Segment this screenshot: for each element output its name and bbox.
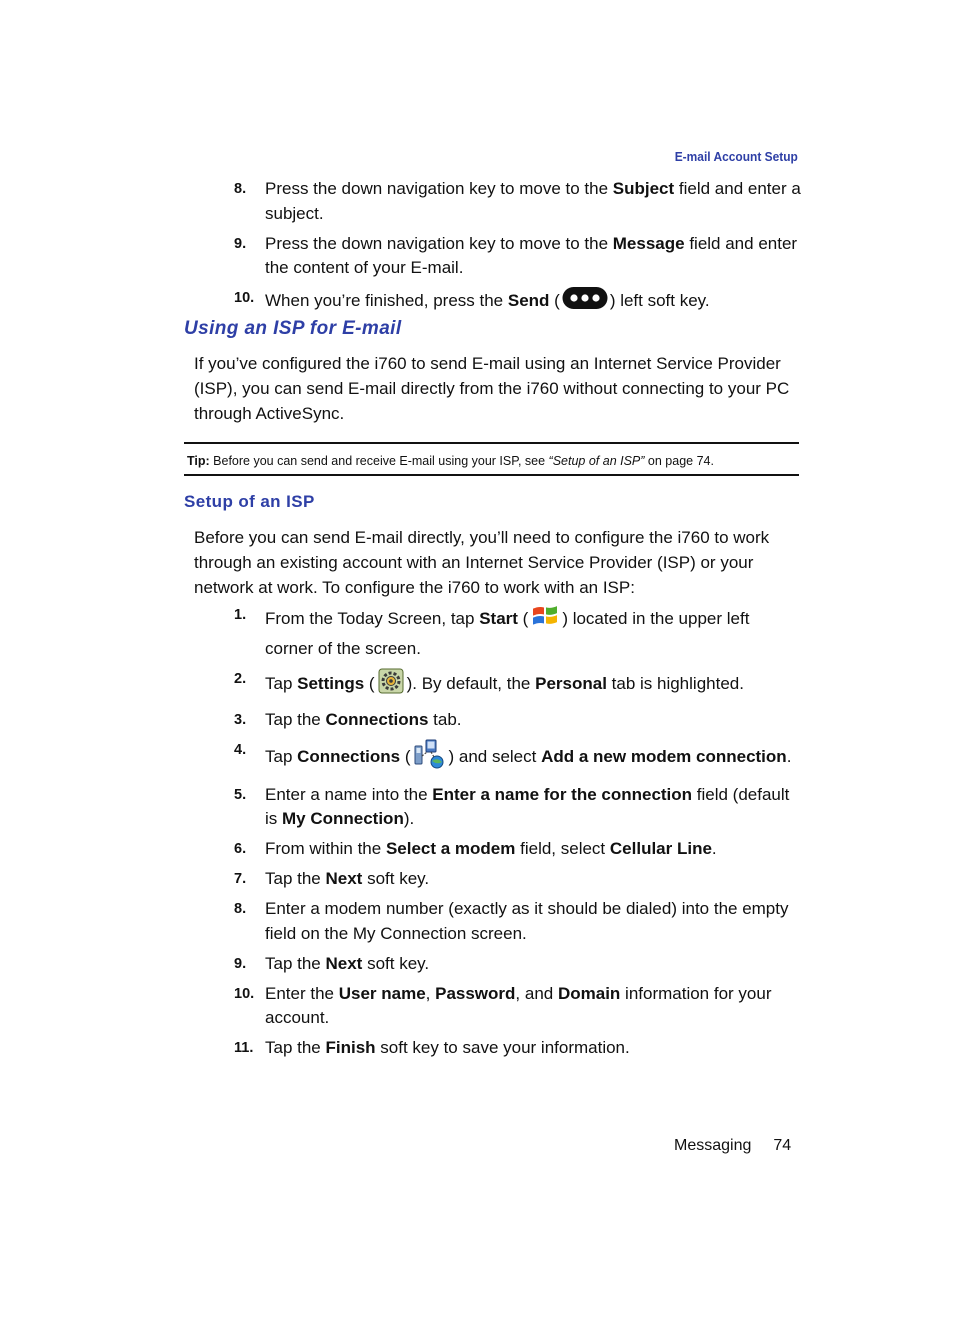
- steps-list-send: [234, 177, 802, 323]
- step-number: 8.: [234, 901, 247, 917]
- step-number: 3.: [234, 711, 247, 728]
- list-item: 7. Tap the Next soft key.: [234, 867, 802, 892]
- section-body-setup-isp: Before you can send E-mail directly, you’ll need to configure the i760 to work through an existing account with an Internet Service Provider (ISP) or your network at work. To configure the i760 to work with an ISP:: [194, 528, 770, 597]
- step-number: 9.: [234, 955, 247, 972]
- tip-box: Tip: Before you can send and receive E-mail using your ISP, see “Setup of an ISP” on page 74.: [184, 442, 799, 476]
- list-item: 10. Enter the User name, Password, and Domain information for your account.: [234, 983, 772, 1027]
- step-number: 10.: [234, 985, 255, 1002]
- settings-icon: [377, 667, 405, 703]
- step-number: 1.: [234, 607, 247, 623]
- list-item: 11. Tap the Finish soft key to save your information.: [234, 1036, 802, 1061]
- list-item: 3. Tap the Connections tab.: [234, 708, 802, 733]
- tip-label: Tip:: [187, 454, 210, 468]
- page-number: 74: [773, 1137, 792, 1154]
- footer-chapter: Messaging: [674, 1137, 752, 1154]
- step-number: 11.: [234, 1040, 254, 1056]
- list-item: 6. From within the Select a modem field, select Cellular Line.: [234, 837, 802, 862]
- step-number: 6.: [234, 841, 247, 857]
- section-heading-using-isp: Using an ISP for E-mail: [184, 318, 402, 339]
- step-number: 5.: [234, 786, 247, 803]
- send-soft-key-icon: [562, 286, 608, 318]
- step-number: 4.: [234, 741, 247, 758]
- list-item: 4. Tap Connections ( ) and select Add a new modem connection.: [234, 738, 802, 778]
- running-head: E-mail Account Setup: [674, 149, 798, 164]
- step-number: 2.: [234, 670, 247, 687]
- section-heading-setup-isp: Setup of an ISP: [184, 492, 315, 511]
- list-item: 8. Press the down navigation key to move to the Subject field and enter a subject.: [234, 179, 801, 223]
- list-item: 9. Tap the Next soft key.: [234, 952, 802, 977]
- section-body-using-isp: If you’ve configured the i760 to send E-mail using an Internet Service Provider (ISP), you can send E-mail directly from the i760 without connecting to your PC through ActiveSync.: [194, 354, 790, 423]
- connections-icon: [412, 738, 446, 778]
- step-number: 10.: [234, 290, 255, 306]
- windows-start-icon: [530, 603, 560, 637]
- steps-list-setup: [234, 603, 802, 1066]
- list-item: 9. Press the down navigation key to move to the Message field and enter the content of your E-mail.: [234, 233, 798, 277]
- list-item: 1. From the Today Screen, tap Start ( ) located in the upper left corner of the screen.: [234, 603, 802, 661]
- step-number: 9.: [234, 235, 247, 252]
- list-item: 10. When you’re finished, press the Send ( ) left soft key.: [234, 286, 802, 318]
- step-number: 8.: [234, 181, 247, 197]
- step-number: 7.: [234, 871, 247, 887]
- list-item: 5. Enter a name into the Enter a name for the connection field (default is My Connection).: [234, 784, 790, 828]
- list-item: 2. Tap Settings ( ). By default, the Personal tab is highlighted.: [234, 667, 802, 703]
- page-footer: [674, 1137, 791, 1155]
- list-item: 8. Enter a modem number (exactly as it should be dialed) into the empty field on the My Connection screen.: [234, 899, 789, 943]
- tip-reference: “Setup of an ISP”: [548, 454, 645, 468]
